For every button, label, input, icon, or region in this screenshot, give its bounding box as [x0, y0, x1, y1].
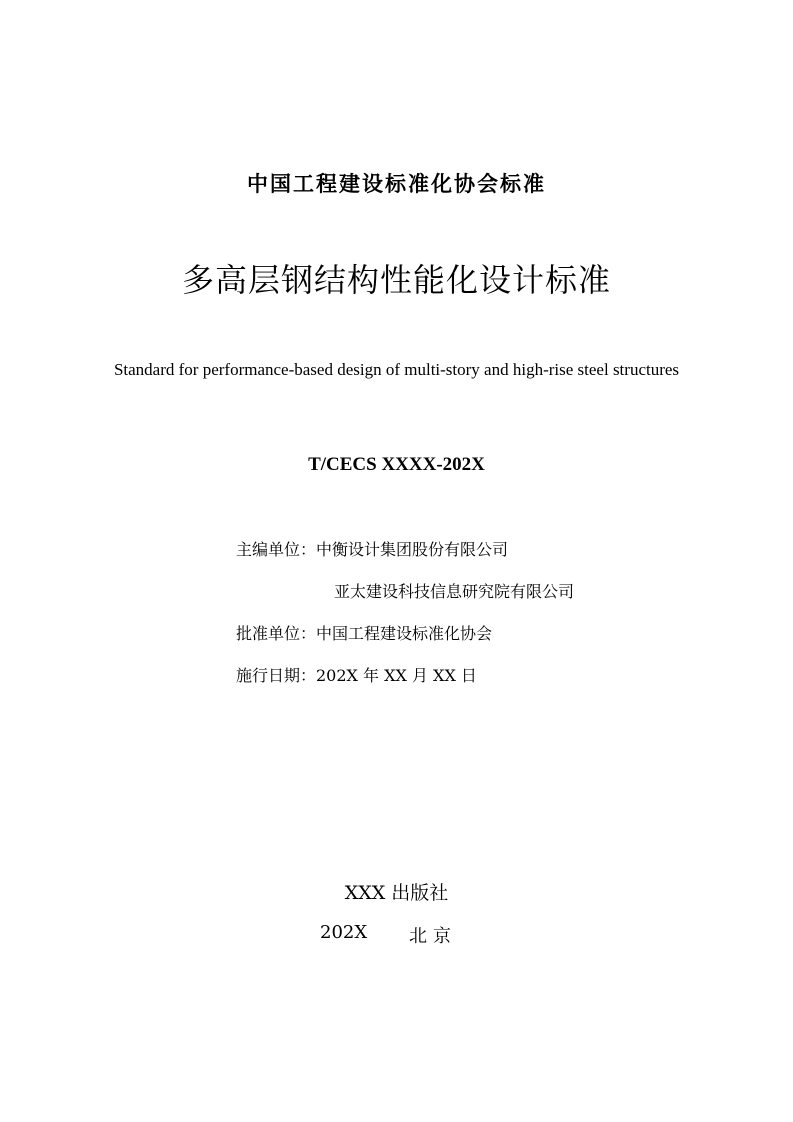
editor-2: 亚太建设科技信息研究院有限公司 [334, 582, 575, 601]
approver: 中国工程建设标准化协会 [316, 624, 493, 643]
effective-label: 施行日期： [236, 666, 317, 685]
effective-date: 202X 年 XX 月 XX 日 [316, 666, 477, 685]
standard-title-en: Standard for performance-based design of multi-story and high-rise steel structures [113, 360, 680, 379]
editor-label: 主编单位： [236, 540, 317, 559]
standard-code: T/CECS XXXX-202X [308, 454, 485, 475]
publisher-name: XXX 出版社 [344, 882, 449, 904]
organization-heading: 中国工程建设标准化协会标准 [247, 172, 546, 196]
publish-city: 北京 [409, 926, 457, 947]
standard-title-zh: 多高层钢结构性能化设计标准 [181, 261, 611, 299]
editor-1: 中衡设计集团股份有限公司 [316, 540, 509, 559]
publish-year: 202X [320, 922, 368, 943]
approver-label: 批准单位： [236, 624, 317, 643]
